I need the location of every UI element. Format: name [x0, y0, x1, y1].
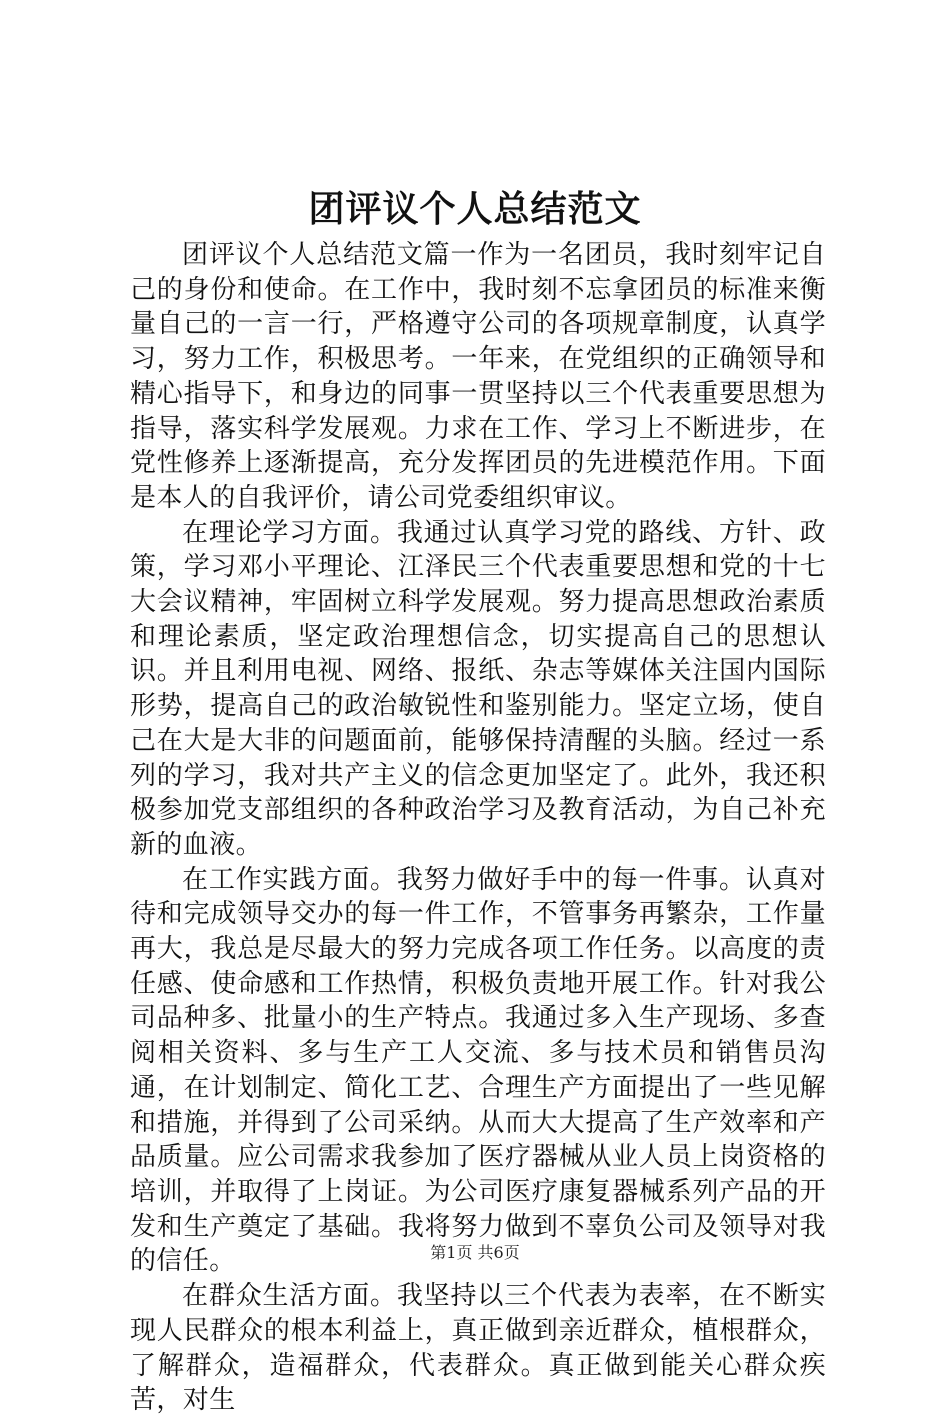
paragraph-mass-life: 在群众生活方面。我坚持以三个代表为表率，在不断实现人民群众的根本利益上，真正做到亲近群众，植根群众，了解群众，造福群众，代表群众。真正做到能关心群众疾苦，对生 — [130, 1281, 826, 1416]
paragraph-intro: 团评议个人总结范文篇一作为一名团员，我时刻牢记自己的身份和使命。在工作中，我时刻不忘拿团员的标准来衡量自己的一言一行，严格遵守公司的各项规章制度，认真学习，努力工作，积极思考。一年来，在党组织的正确领导和精心指导下，和身边的同事一贯坚持以三个代表重要思想为指导，落实科学发展观。力求在工作、学习上不断进步，在党性修养上逐渐提高，充分发挥团员的先进模范作用。下面是本人的自我评价，请公司党委组织审议。 — [130, 240, 826, 513]
paragraph-theory-study: 在理论学习方面。我通过认真学习党的路线、方针、政策，学习邓小平理论、江泽民三个代表重要思想和党的十七大会议精神，牢固树立科学发展观。努力提高思想政治素质和理论素质，坚定政治理想信念，切实提高自己的思想认识。并且利用电视、网络、报纸、杂志等媒体关注国内国际形势，提高自己的政治敏锐性和鉴别能力。坚定立场，使自己在大是大非的问题面前，能够保持清醒的头脑。经过一系列的学习，我对共产主义的信念更加坚定了。此外，我还积极参加党支部组织的各种政治学习及教育活动，为自己补充新的血液。 — [130, 517, 826, 860]
document-title: 团评议个人总结范文 — [308, 188, 642, 230]
document-body — [130, 238, 826, 1418]
page-number-footer: 第1页 共6页 — [430, 1243, 520, 1262]
paragraph-work-practice: 在工作实践方面。我努力做好手中的每一件事。认真对待和完成领导交办的每一件工作，不管事务再繁杂，工作量再大，我总是尽最大的努力完成各项工作任务。以高度的责任感、使命感和工作热情，积极负责地开展工作。针对我公司品种多、批量小的生产特点。我通过多入生产现场、多查阅相关资料、多与生产工人交流、多与技术员和销售员沟通，在计划制定、简化工艺、合理生产方面提出了一些见解和措施，并得到了公司采纳。从而大大提高了生产效率和产品质量。应公司需求我参加了医疗器械从业人员上岗资格的培训，并取得了上岗证。为公司医疗康复器械系列产品的开发和生产奠定了基础。我将努力做到不辜负公司及领导对我的信任。 — [130, 864, 826, 1277]
